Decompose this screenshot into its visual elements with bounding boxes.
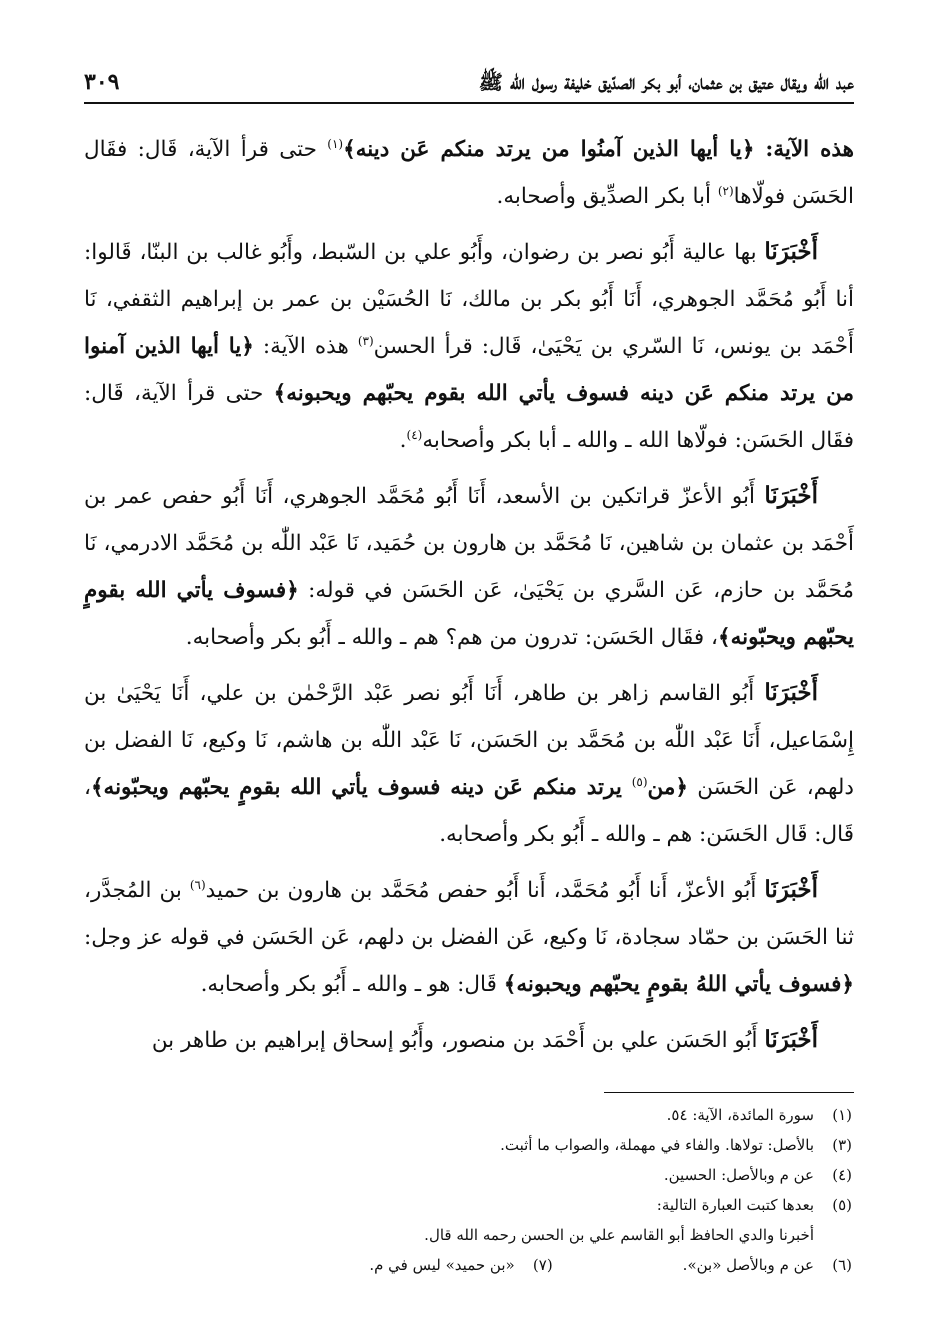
running-title: عبد الله ويقال عتيق بن عثمان، أبو بكر الصدّيق خليفة رسول الله ﷺ (478, 70, 854, 94)
footnote-row (82, 1250, 852, 1280)
text-run: هذه الآية: (253, 334, 358, 359)
paragraph (84, 1016, 854, 1064)
keyword-akhbarana: أَخْبَرَنَا (764, 238, 818, 265)
footnote (683, 1250, 852, 1280)
quran-quote: ﴿فسوف يأتي اللهُ بقومٍ يحبّهم ويحبونه﴾ (503, 972, 854, 997)
text-run: . (399, 428, 407, 453)
text-run: أبا بكر الصدِّيق وأصحابه. (496, 184, 718, 209)
text-run: أَبُو الأعزّ، أَنا أَبُو مُحَمَّد، أَنا أَبُو حفص مُحَمَّد بن هارون بن حميد (205, 878, 765, 903)
page-number: ٣٠٩ (84, 69, 120, 95)
keyword-akhbarana: أَخْبَرَنَا (764, 876, 818, 903)
footnote (82, 1100, 852, 1130)
footnote-number: (٤) (832, 1166, 852, 1184)
paragraph (84, 472, 854, 661)
footnote-number: (٣) (832, 1136, 852, 1154)
footnote (82, 1160, 852, 1190)
footnote-ref: (٥) (631, 774, 648, 789)
footnote-ref: (١) (327, 136, 344, 151)
text-run: قَال: هو ـ والله ـ أَبُو بكر وأصحابه. (200, 972, 504, 997)
main-text (84, 126, 854, 1064)
footnotes (82, 1100, 852, 1280)
paragraph (84, 866, 854, 1008)
text-run: حتى قرأ الآية، قَال: فقَال الحَسَن فولّاها (84, 137, 854, 209)
keyword-akhbarana: أَخْبَرَنَا (764, 482, 818, 509)
text-run: بها عالية أَبُو نصر بن رضوان، وأَبُو علي بن السّبط، وأَبُو غالب بن البنّا، قَالوا: أنا أَبُو مُحَمَّد الجوهري، أَنَا أَبُو بكر بن مالك، نَا الحُسَيْن بن عمر بن إبراهيم الثقفي، نَا أَحْمَد بن يونس، نَا السّري بن يَحْيَىٰ، قَال: قرأ الحسن (84, 240, 854, 359)
keyword-akhbarana: أَخْبَرَنَا (764, 1026, 818, 1053)
text-run: هذه الآية: ﴿يا أيها الذين آمنُوا من يرتد منكم عَن دينه﴾ (343, 137, 854, 162)
quran-quote: ﴿فسوف يأتي الله بقومٍ يحبّهم ويحبّونه﴾ (84, 578, 854, 650)
quran-quote: ﴿يا أيها الذين آمنوا من يرتد منكم عَن دينه فسوف يأتي الله بقوم يحبّهم ويحبونه﴾ (84, 334, 855, 406)
paragraph (84, 669, 854, 858)
text-run: أَبُو القاسم زاهر بن طاهر، أَنَا أَبُو نصر عَبْد الرَّحْمٰن بن علي، أَنَا يَحْيَىٰ بن إِسْمَاعيل، أَنَا عَبْد اللّٰه بن مُحَمَّد بن الحَسَن، نَا عَبْد اللّٰه بن هاشم، نَا وكيع، نَا الفضل بن دلهم، عَن الحَسَن (84, 681, 854, 800)
footnote-ref: (٣) (357, 333, 374, 348)
footnote-ref: (٦) (189, 877, 206, 892)
text-run: ، فقَال الحَسَن: تدرون من هم؟ هم ـ والله ـ أَبُو بكر وأصحابه. (185, 625, 718, 650)
paragraph (84, 126, 854, 220)
text-run: ، قَال: قَال الحَسَن: هم ـ والله ـ أَبُو بكر وأصحابه. (84, 775, 854, 847)
text-run: حتى قرأ الآية، قَال: فقَال الحَسَن: فولّاها الله ـ والله ـ أبا بكر وأصحابه (84, 381, 854, 453)
running-header (84, 68, 854, 104)
footnote-text: «بن حميد» ليس في م. (369, 1256, 515, 1274)
footnote-number: (٦) (832, 1256, 852, 1274)
footnote (82, 1190, 852, 1220)
footnote-ref: (٢) (717, 183, 734, 198)
footnote-text: بعدها كتبت العبارة التالية: (656, 1196, 814, 1214)
footnote (82, 1130, 852, 1160)
text-run: بن المُجدَّر، ثنا الحَسَن بن حمّاد سجادة، نَا وكيع، عَن الفضل بن دلهم، عَن الحَسَن في قوله عز وجل: (84, 878, 854, 950)
footnote-text: بالأصل: تولاها. والفاء في مهملة، والصواب ما أثبت. (500, 1136, 814, 1154)
footnote (369, 1250, 552, 1280)
footnote-ref: (٤) (406, 427, 423, 442)
quran-quote: يرتد منكم عَن دينه فسوف يأتي الله بقومٍ يحبّهم ويحبّونه﴾ (90, 775, 632, 800)
footnote-divider (604, 1092, 854, 1093)
footnote-number: (١) (832, 1106, 852, 1124)
text-run: أَبُو الأعزّ قراتكين بن الأسعد، أَنَا أَبُو مُحَمَّد الجوهري، أَنَا أَبُو حفص عمر بن أَحْمَد بن عثمان بن شاهين، نَا مُحَمَّد بن هارون بن حُمَيد، نَا عَبْد اللّٰه بن مُحَمَّد الادرمي، نَا مُحَمَّد بن حازم، عَن السَّري بن يَحْيَىٰ، عَن الحَسَن في قوله: (84, 484, 854, 603)
keyword-akhbarana: أَخْبَرَنَا (764, 679, 818, 706)
quran-quote: ﴿من (647, 775, 688, 800)
footnote-text: سورة المائدة، الآية: ٥٤. (666, 1106, 814, 1124)
footnote-text: عن م وبالأصل «بن». (682, 1256, 814, 1274)
footnote-number: (٧) (532, 1256, 553, 1274)
footnote-number: (٥) (832, 1196, 852, 1214)
paragraph (84, 228, 854, 464)
footnote-text: عن م وبالأصل: الحسين. (663, 1166, 814, 1184)
text-run: أَبُو الحَسَن علي بن أَحْمَد بن منصور، وأَبُو إسحاق إبراهيم بن طاهر بن (151, 1028, 765, 1053)
footnote-continuation: أخبرنا والدي الحافظ أبو القاسم علي بن الحسن رحمه الله قال. (424, 1226, 814, 1244)
